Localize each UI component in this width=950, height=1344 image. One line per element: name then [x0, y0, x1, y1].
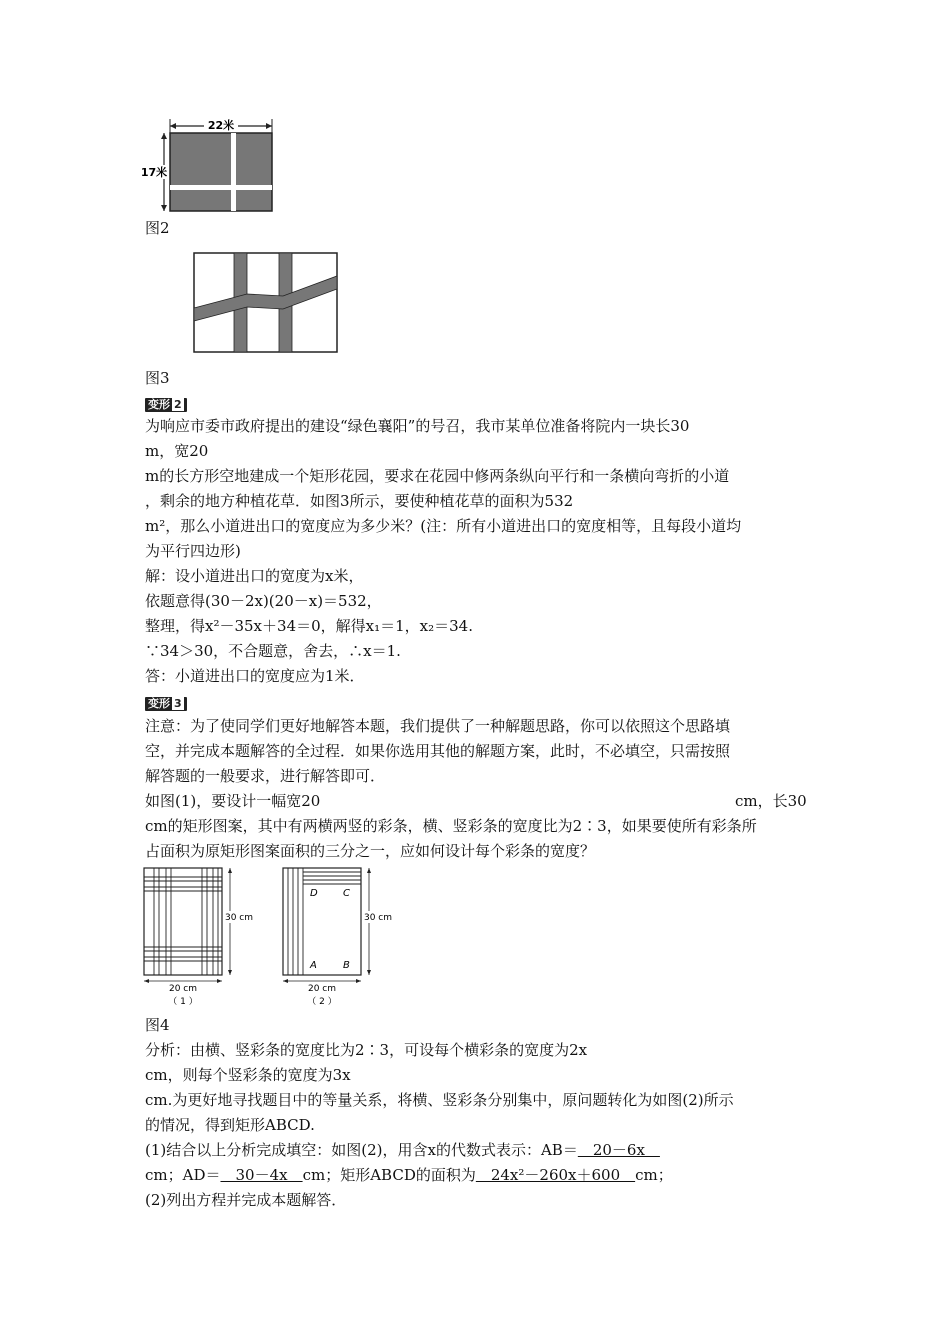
analysis-line-4: 的情况，得到矩形ABCD. [145, 1116, 315, 1134]
figure-4-left [140, 865, 265, 1010]
answer-area: 24x²－260x＋600 [475, 1166, 636, 1184]
variant-3-tag: 变形 3 [145, 697, 187, 711]
fig4-right-width: 20 cm [307, 984, 337, 994]
question-2-line: (2)列出方程并完成本题解答． [145, 1191, 347, 1209]
fig3-caption: 图3 [145, 369, 170, 387]
v2-line-5: m²，那么小道进出口的宽度应为多少米？(注：所有小道进出口的宽度相等，且每段小道均 [145, 517, 742, 535]
fig4-left-sub: （ 1 ） [168, 997, 198, 1007]
v3-line-1: 注意：为了使同学们更好地解答本题，我们提供了一种解题思路，你可以依照这个思路填 [145, 717, 731, 735]
fig4-label-c: C [343, 888, 350, 899]
answer-ab: 20－6x [577, 1141, 660, 1159]
figure-2 [140, 115, 280, 215]
v3-line-2: 空，并完成本题解答的全过程．如果你选用其他的解题方案，此时，不必填空，只需按照 [145, 742, 731, 760]
fig4-left-height: 30 cm [224, 913, 254, 923]
fig4-label-d: D [310, 888, 318, 899]
fig4-label-b: B [343, 960, 350, 971]
fig4-left-width: 20 cm [168, 984, 198, 994]
v2-line-2: m，宽20 [145, 442, 209, 460]
v3-line-4a: 如图(1)，要设计一幅宽20 [145, 792, 321, 810]
question-1-line-2: cm；AD＝ 30－4x cm；矩形ABCD的面积为 24x²－260x＋600 cm； [145, 1166, 673, 1184]
fig4-right-height: 30 cm [363, 913, 393, 923]
analysis-line-2: cm，则每个竖彩条的宽度为3x [145, 1066, 351, 1084]
analysis-line-3: cm.为更好地寻找题目中的等量关系，将横、竖彩条分别集中，原问题转化为如图(2)所示 [145, 1091, 734, 1109]
analysis-line-1: 分析：由横、竖彩条的宽度比为2∶3，可设每个横彩条的宽度为2x [145, 1041, 588, 1059]
v2-line-3: m的长方形空地建成一个矩形花园，要求在花园中修两条纵向平行和一条横向弯折的小道 [145, 467, 730, 485]
v2-solution-1: 解：设小道进出口的宽度为x米， [145, 567, 364, 585]
v2-line-1: 为响应市委市政府提出的建设“绿色襄阳”的号召，我市某单位准备将院内一块长30 [145, 417, 690, 435]
variant-2-tag: 变形 2 [145, 398, 187, 412]
figure-3 [193, 252, 339, 354]
v2-solution-2: 依题意得(30－2x)(20－x)＝532， [145, 592, 382, 610]
v2-solution-3: 整理，得x²－35x＋34＝0，解得x₁＝1，x₂＝34. [145, 617, 473, 635]
fig2-height-label: 17米 [140, 166, 168, 179]
v3-line-3: 解答题的一般要求，进行解答即可． [145, 767, 386, 785]
fig4-label-a: A [310, 960, 317, 971]
answer-ad: 30－4x [220, 1166, 303, 1184]
fig4-caption: 图4 [145, 1016, 170, 1034]
figure-4-right [279, 865, 404, 1010]
v2-solution-4: ∵34＞30，不合题意，舍去，∴x＝1. [145, 642, 401, 660]
v3-line-4b: cm，长30 [735, 792, 807, 810]
v2-solution-5: 答：小道进出口的宽度应为1米． [145, 667, 365, 685]
v2-line-4: ，剩余的地方种植花草．如图3所示，要使种植花草的面积为532 [145, 492, 574, 510]
fig2-caption: 图2 [145, 219, 170, 237]
fig2-width-label: 22米 [207, 119, 235, 132]
v3-line-5: cm的矩形图案，其中有两横两竖的彩条，横、竖彩条的宽度比为2∶3，如果要使所有彩条所 [145, 817, 757, 835]
question-1-line: (1)结合以上分析完成填空：如图(2)，用含x的代数式表示：AB＝ 20－6x [145, 1141, 660, 1159]
v3-line-6: 占面积为原矩形图案面积的三分之一，应如何设计每个彩条的宽度？ [145, 842, 596, 860]
fig4-right-sub: （ 2 ） [307, 997, 337, 1007]
v2-line-6: 为平行四边形) [145, 542, 241, 560]
